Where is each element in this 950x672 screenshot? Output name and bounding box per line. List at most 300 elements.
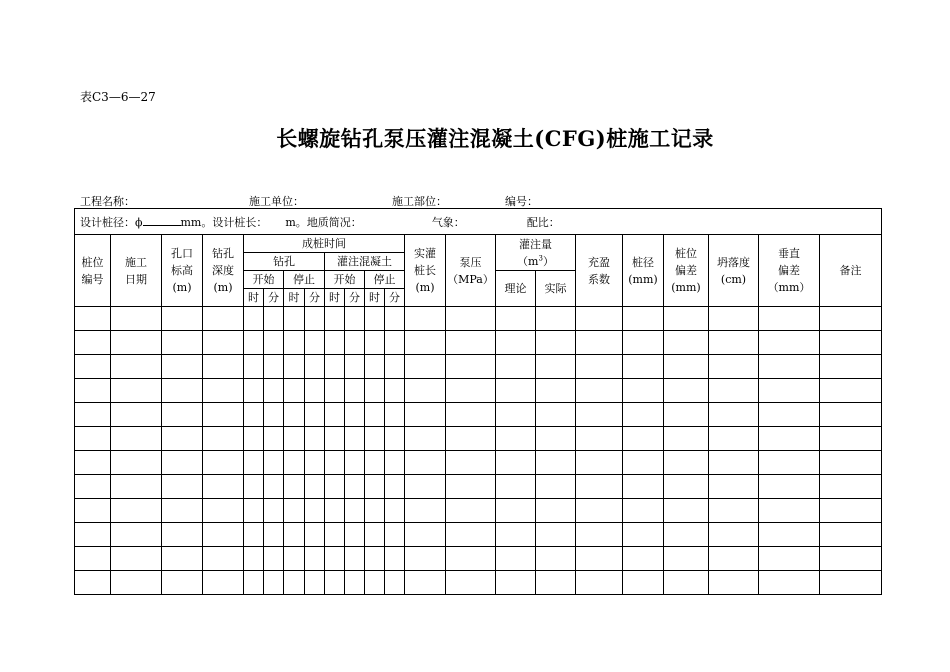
header-pile-dev: 桩位 偏差 (mm)	[664, 235, 709, 307]
header-vert-dev: 垂直 偏差 （mm）	[759, 235, 820, 307]
table-cell[interactable]	[385, 427, 405, 451]
table-cell[interactable]	[576, 451, 623, 475]
table-cell[interactable]	[385, 523, 405, 547]
table-cell[interactable]	[820, 331, 882, 355]
unit-mm: mm。	[180, 215, 213, 229]
table-cell[interactable]	[496, 547, 536, 571]
table-cell[interactable]	[664, 307, 709, 331]
table-cell[interactable]	[709, 547, 759, 571]
table-row	[75, 379, 882, 403]
table-cell[interactable]	[446, 451, 496, 475]
table-cell[interactable]	[305, 547, 325, 571]
table-cell[interactable]	[111, 499, 162, 523]
header-row-1	[75, 235, 882, 253]
table-cell[interactable]	[759, 475, 820, 499]
table-cell[interactable]	[759, 403, 820, 427]
table-cell[interactable]	[446, 547, 496, 571]
table-cell[interactable]	[345, 379, 365, 403]
table-cell[interactable]	[203, 427, 244, 451]
table-cell[interactable]	[759, 523, 820, 547]
table-cell[interactable]	[345, 331, 365, 355]
table-cell[interactable]	[385, 571, 405, 595]
table-cell[interactable]	[759, 427, 820, 451]
mix-label: 配比：	[526, 215, 560, 229]
table-cell[interactable]	[576, 523, 623, 547]
table-row	[75, 307, 882, 331]
table-cell[interactable]	[536, 523, 576, 547]
table-cell[interactable]	[325, 403, 345, 427]
table-cell[interactable]	[536, 331, 576, 355]
table-cell[interactable]	[325, 547, 345, 571]
table-cell[interactable]	[345, 427, 365, 451]
table-cell[interactable]	[162, 451, 203, 475]
table-cell[interactable]	[365, 403, 385, 427]
table-cell[interactable]	[345, 403, 365, 427]
table-cell[interactable]	[365, 547, 385, 571]
table-cell[interactable]	[203, 451, 244, 475]
table-cell[interactable]	[75, 307, 111, 331]
table-cell[interactable]	[305, 403, 325, 427]
table-cell[interactable]	[284, 571, 305, 595]
table-cell[interactable]	[623, 427, 664, 451]
table-cell[interactable]	[759, 307, 820, 331]
table-cell[interactable]	[111, 571, 162, 595]
table-cell[interactable]	[446, 355, 496, 379]
table-cell[interactable]	[365, 571, 385, 595]
table-cell[interactable]	[576, 571, 623, 595]
table-cell[interactable]	[325, 451, 345, 475]
table-cell[interactable]	[244, 331, 264, 355]
table-cell[interactable]	[759, 547, 820, 571]
header-pile-no: 桩位 编号	[75, 235, 111, 307]
table-cell[interactable]	[325, 475, 345, 499]
table-cell[interactable]	[446, 379, 496, 403]
table-cell[interactable]	[536, 475, 576, 499]
table-cell[interactable]	[162, 331, 203, 355]
table-cell[interactable]	[496, 355, 536, 379]
table-cell[interactable]	[75, 331, 111, 355]
table-cell[interactable]	[203, 547, 244, 571]
serial-no-label: 编号：	[505, 195, 538, 208]
table-cell[interactable]	[446, 403, 496, 427]
table-cell[interactable]	[664, 427, 709, 451]
table-cell[interactable]	[305, 331, 325, 355]
table-cell[interactable]	[536, 403, 576, 427]
table-cell[interactable]	[244, 475, 264, 499]
table-cell[interactable]	[496, 523, 536, 547]
header-date: 施工 日期	[111, 235, 162, 307]
table-row	[75, 427, 882, 451]
table-cell[interactable]	[284, 379, 305, 403]
header-actual: 实际	[536, 271, 576, 307]
table-cell[interactable]	[820, 379, 882, 403]
page-title: 长螺旋钻孔泵压灌注混凝土(CFG)桩施工记录	[276, 126, 714, 151]
table-cell[interactable]	[623, 547, 664, 571]
table-cell[interactable]	[162, 523, 203, 547]
table-cell[interactable]	[264, 331, 284, 355]
table-cell[interactable]	[75, 427, 111, 451]
table-cell[interactable]	[820, 475, 882, 499]
table-cell[interactable]	[576, 547, 623, 571]
table-cell[interactable]	[305, 307, 325, 331]
table-cell[interactable]	[446, 499, 496, 523]
table-cell[interactable]	[623, 379, 664, 403]
geology-label: 地质简况：	[306, 215, 362, 229]
table-cell[interactable]	[365, 499, 385, 523]
header-slump: 坍落度 (cm)	[709, 235, 759, 307]
table-cell[interactable]	[284, 307, 305, 331]
table-cell[interactable]	[446, 307, 496, 331]
header-drill: 钻孔	[244, 253, 325, 271]
table-cell[interactable]	[325, 427, 345, 451]
table-cell[interactable]	[820, 451, 882, 475]
table-cell[interactable]	[536, 379, 576, 403]
table-cell[interactable]	[264, 451, 284, 475]
record-table	[74, 208, 882, 595]
table-cell[interactable]	[405, 427, 446, 451]
table-cell[interactable]	[264, 307, 284, 331]
table-cell[interactable]	[325, 331, 345, 355]
table-cell[interactable]	[244, 379, 264, 403]
table-row	[75, 475, 882, 499]
table-cell[interactable]	[385, 331, 405, 355]
table-cell[interactable]	[284, 523, 305, 547]
table-cell[interactable]	[664, 331, 709, 355]
table-cell[interactable]	[664, 523, 709, 547]
table-cell[interactable]	[446, 331, 496, 355]
table-cell[interactable]	[623, 523, 664, 547]
table-cell[interactable]	[576, 307, 623, 331]
table-cell[interactable]	[405, 571, 446, 595]
table-cell[interactable]	[203, 499, 244, 523]
table-cell[interactable]	[162, 379, 203, 403]
table-cell[interactable]	[264, 499, 284, 523]
table-cell[interactable]	[759, 355, 820, 379]
table-cell[interactable]	[576, 499, 623, 523]
table-cell[interactable]	[623, 571, 664, 595]
table-row	[75, 331, 882, 355]
table-cell[interactable]	[325, 499, 345, 523]
header-pump-pressure: 泵压 （MPa）	[446, 235, 496, 307]
table-cell[interactable]	[345, 547, 365, 571]
table-cell[interactable]	[536, 307, 576, 331]
table-cell[interactable]	[623, 331, 664, 355]
table-cell[interactable]	[75, 403, 111, 427]
table-cell[interactable]	[385, 475, 405, 499]
table-cell[interactable]	[446, 571, 496, 595]
table-cell[interactable]	[496, 475, 536, 499]
table-cell[interactable]	[385, 379, 405, 403]
table-cell[interactable]	[365, 379, 385, 403]
table-cell[interactable]	[446, 475, 496, 499]
table-cell[interactable]	[385, 307, 405, 331]
header-hour: 时	[365, 289, 385, 307]
table-cell[interactable]	[162, 427, 203, 451]
header-fill-coef: 充盈 系数	[576, 235, 623, 307]
table-cell[interactable]	[820, 499, 882, 523]
table-cell[interactable]	[203, 571, 244, 595]
table-cell[interactable]	[759, 499, 820, 523]
table-cell[interactable]	[244, 403, 264, 427]
header-drill-start: 开始	[244, 271, 284, 289]
header-minute: 分	[345, 289, 365, 307]
table-cell[interactable]	[709, 355, 759, 379]
table-cell[interactable]	[75, 547, 111, 571]
table-cell[interactable]	[244, 523, 264, 547]
table-cell[interactable]	[244, 307, 264, 331]
table-cell[interactable]	[446, 427, 496, 451]
table-cell[interactable]	[709, 499, 759, 523]
table-cell[interactable]	[75, 379, 111, 403]
table-cell[interactable]	[325, 355, 345, 379]
table-cell[interactable]	[496, 331, 536, 355]
table-cell[interactable]	[203, 379, 244, 403]
table-cell[interactable]	[345, 451, 365, 475]
table-cell[interactable]	[264, 403, 284, 427]
table-cell[interactable]	[284, 331, 305, 355]
table-cell[interactable]	[162, 307, 203, 331]
table-cell[interactable]	[264, 475, 284, 499]
table-cell[interactable]	[820, 523, 882, 547]
table-cell[interactable]	[365, 451, 385, 475]
table-cell[interactable]	[405, 475, 446, 499]
table-cell[interactable]	[623, 475, 664, 499]
table-cell[interactable]	[162, 499, 203, 523]
table-cell[interactable]	[664, 499, 709, 523]
table-cell[interactable]	[111, 403, 162, 427]
table-cell[interactable]	[385, 451, 405, 475]
header-theory: 理论	[496, 271, 536, 307]
table-cell[interactable]	[623, 355, 664, 379]
table-cell[interactable]	[623, 499, 664, 523]
table-cell[interactable]	[576, 331, 623, 355]
table-cell[interactable]	[405, 379, 446, 403]
table-cell[interactable]	[111, 523, 162, 547]
table-cell[interactable]	[405, 523, 446, 547]
table-cell[interactable]	[405, 331, 446, 355]
table-cell[interactable]	[576, 475, 623, 499]
table-cell[interactable]	[623, 451, 664, 475]
table-cell[interactable]	[75, 451, 111, 475]
table-cell[interactable]	[111, 475, 162, 499]
table-cell[interactable]	[305, 499, 325, 523]
table-cell[interactable]	[264, 427, 284, 451]
header-pile-dia: 桩径 (mm)	[623, 235, 664, 307]
table-cell[interactable]	[365, 427, 385, 451]
table-row	[75, 523, 882, 547]
table-cell[interactable]	[664, 355, 709, 379]
table-cell[interactable]	[820, 403, 882, 427]
table-cell[interactable]	[75, 475, 111, 499]
table-cell[interactable]	[385, 403, 405, 427]
table-cell[interactable]	[576, 355, 623, 379]
table-cell[interactable]	[345, 523, 365, 547]
table-cell[interactable]	[385, 499, 405, 523]
table-cell[interactable]	[405, 307, 446, 331]
table-cell[interactable]	[111, 547, 162, 571]
table-cell[interactable]	[264, 523, 284, 547]
table-cell[interactable]	[264, 379, 284, 403]
table-cell[interactable]	[759, 379, 820, 403]
table-cell[interactable]	[820, 427, 882, 451]
table-cell[interactable]	[405, 451, 446, 475]
table-cell[interactable]	[709, 331, 759, 355]
table-cell[interactable]	[385, 547, 405, 571]
table-cell[interactable]	[405, 547, 446, 571]
table-cell[interactable]	[162, 571, 203, 595]
table-cell[interactable]	[709, 427, 759, 451]
table-cell[interactable]	[576, 427, 623, 451]
table-cell[interactable]	[203, 403, 244, 427]
header-remarks: 备注	[820, 235, 882, 307]
table-cell[interactable]	[405, 355, 446, 379]
table-cell[interactable]	[305, 427, 325, 451]
table-cell[interactable]	[820, 547, 882, 571]
table-cell[interactable]	[576, 379, 623, 403]
table-cell[interactable]	[496, 571, 536, 595]
table-row	[75, 403, 882, 427]
table-cell[interactable]	[284, 499, 305, 523]
table-cell[interactable]	[305, 571, 325, 595]
table-cell[interactable]	[203, 475, 244, 499]
table-cell[interactable]	[305, 523, 325, 547]
table-cell[interactable]	[664, 403, 709, 427]
table-cell[interactable]	[284, 403, 305, 427]
table-cell[interactable]	[325, 523, 345, 547]
header-hour: 时	[244, 289, 264, 307]
table-cell[interactable]	[111, 307, 162, 331]
table-cell[interactable]	[325, 571, 345, 595]
table-cell[interactable]	[75, 499, 111, 523]
table-cell[interactable]	[162, 475, 203, 499]
table-cell[interactable]	[162, 355, 203, 379]
table-cell[interactable]	[496, 307, 536, 331]
table-row	[75, 571, 882, 595]
unit-m: m。	[285, 215, 307, 229]
table-cell[interactable]	[264, 355, 284, 379]
table-cell[interactable]	[111, 427, 162, 451]
table-cell[interactable]	[345, 355, 365, 379]
table-cell[interactable]	[496, 427, 536, 451]
table-cell[interactable]	[305, 451, 325, 475]
table-cell[interactable]	[496, 379, 536, 403]
table-cell[interactable]	[759, 331, 820, 355]
table-cell[interactable]	[345, 571, 365, 595]
table-cell[interactable]	[446, 523, 496, 547]
table-cell[interactable]	[365, 331, 385, 355]
table-cell[interactable]	[496, 451, 536, 475]
table-cell[interactable]	[664, 475, 709, 499]
table-cell[interactable]	[536, 451, 576, 475]
table-cell[interactable]	[759, 451, 820, 475]
table-cell[interactable]	[162, 547, 203, 571]
design-info	[75, 209, 882, 235]
table-cell[interactable]	[111, 451, 162, 475]
table-cell[interactable]	[284, 427, 305, 451]
table-cell[interactable]	[385, 355, 405, 379]
table-cell[interactable]	[305, 379, 325, 403]
table-cell[interactable]	[664, 379, 709, 403]
table-cell[interactable]	[820, 355, 882, 379]
table-cell[interactable]	[576, 403, 623, 427]
header-minute: 分	[305, 289, 325, 307]
table-cell[interactable]	[264, 547, 284, 571]
table-cell[interactable]	[345, 307, 365, 331]
table-cell[interactable]	[664, 451, 709, 475]
table-cell[interactable]	[111, 379, 162, 403]
table-cell[interactable]	[203, 331, 244, 355]
table-cell[interactable]	[405, 403, 446, 427]
table-cell[interactable]	[709, 379, 759, 403]
table-cell[interactable]	[75, 523, 111, 547]
table-cell[interactable]	[709, 475, 759, 499]
table-cell[interactable]	[284, 451, 305, 475]
construction-part-label: 施工部位：	[392, 195, 447, 208]
table-cell[interactable]	[536, 571, 576, 595]
table-cell[interactable]	[709, 451, 759, 475]
table-cell[interactable]	[623, 307, 664, 331]
table-cell[interactable]	[536, 547, 576, 571]
table-cell[interactable]	[623, 403, 664, 427]
table-cell[interactable]	[365, 307, 385, 331]
table-cell[interactable]	[305, 355, 325, 379]
table-cell[interactable]	[244, 547, 264, 571]
table-cell[interactable]	[203, 307, 244, 331]
table-cell[interactable]	[75, 571, 111, 595]
table-cell[interactable]	[345, 475, 365, 499]
table-cell[interactable]	[244, 355, 264, 379]
table-cell[interactable]	[284, 475, 305, 499]
table-cell[interactable]	[365, 355, 385, 379]
table-cell[interactable]	[264, 571, 284, 595]
table-cell[interactable]	[536, 499, 576, 523]
table-cell[interactable]	[162, 403, 203, 427]
table-cell[interactable]	[405, 499, 446, 523]
table-cell[interactable]	[496, 403, 536, 427]
table-cell[interactable]	[709, 403, 759, 427]
table-cell[interactable]	[536, 355, 576, 379]
table-cell[interactable]	[536, 427, 576, 451]
table-cell[interactable]	[284, 547, 305, 571]
table-cell[interactable]	[305, 475, 325, 499]
table-cell[interactable]	[203, 355, 244, 379]
table-cell[interactable]	[325, 379, 345, 403]
table-cell[interactable]	[111, 355, 162, 379]
table-cell[interactable]	[664, 571, 709, 595]
table-cell[interactable]	[75, 355, 111, 379]
table-cell[interactable]	[284, 355, 305, 379]
table-cell[interactable]	[244, 427, 264, 451]
table-cell[interactable]	[111, 331, 162, 355]
table-row	[75, 547, 882, 571]
table-cell[interactable]	[244, 451, 264, 475]
table-cell[interactable]	[365, 475, 385, 499]
table-cell[interactable]	[244, 571, 264, 595]
table-cell[interactable]	[820, 571, 882, 595]
table-cell[interactable]	[244, 499, 264, 523]
table-cell[interactable]	[496, 499, 536, 523]
table-cell[interactable]	[203, 523, 244, 547]
table-cell[interactable]	[709, 307, 759, 331]
table-cell[interactable]	[664, 547, 709, 571]
table-cell[interactable]	[325, 307, 345, 331]
table-cell[interactable]	[345, 499, 365, 523]
table-cell[interactable]	[365, 523, 385, 547]
table-cell[interactable]	[709, 571, 759, 595]
table-cell[interactable]	[820, 307, 882, 331]
table-cell[interactable]	[759, 571, 820, 595]
table-cell[interactable]	[709, 523, 759, 547]
